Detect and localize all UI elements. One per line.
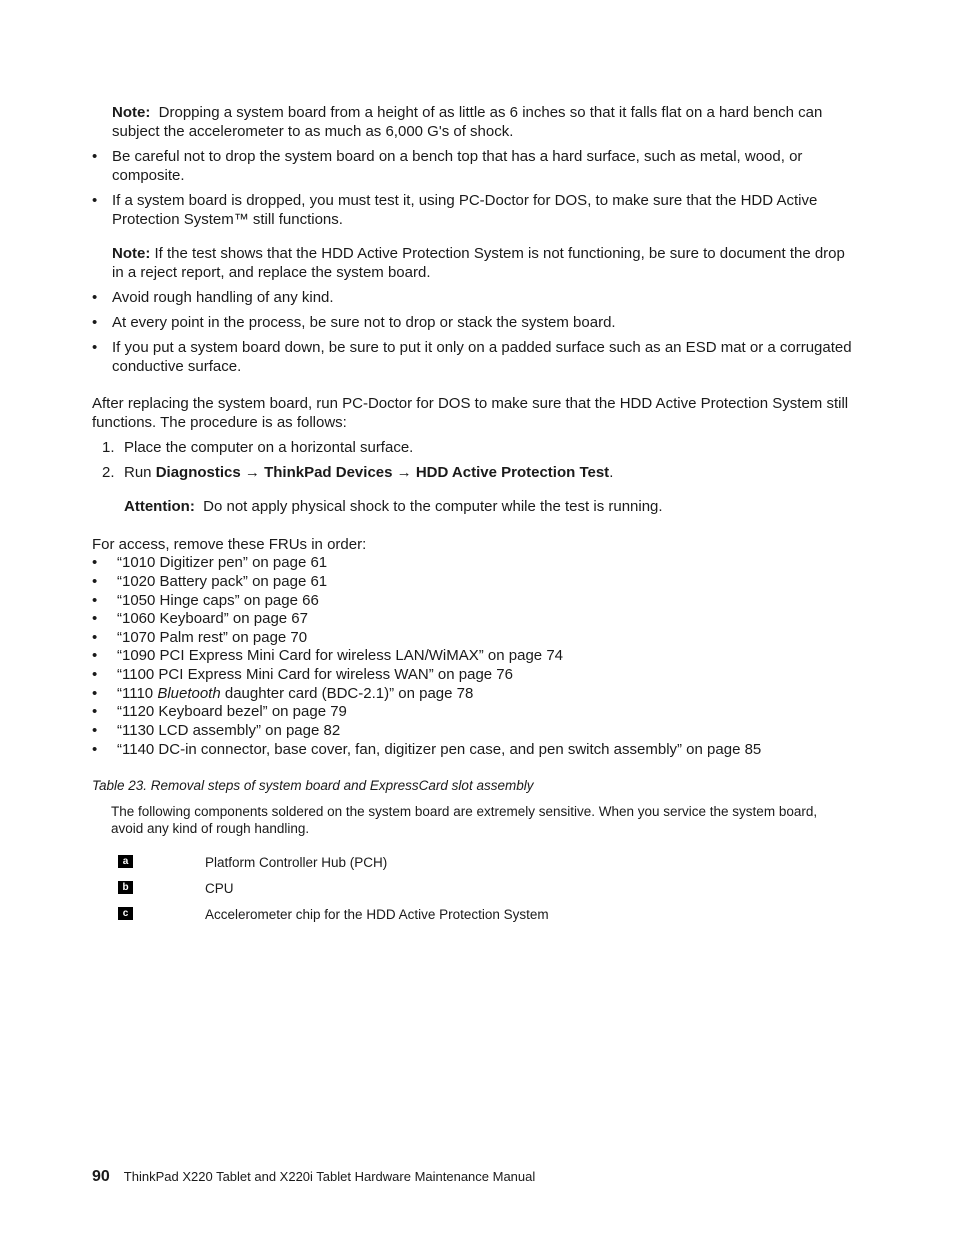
- bullet-dot: •: [92, 289, 98, 306]
- legend-row: [118, 879, 818, 897]
- note-label: Note:: [112, 245, 151, 262]
- bullet-dot: •: [92, 554, 98, 571]
- arrow-icon: →: [396, 464, 412, 481]
- menu-thinkpad-devices: ThinkPad Devices: [264, 464, 393, 481]
- fru-item: [92, 740, 892, 759]
- note-text: Dropping a system board from a height of as little as 6 inches so that it falls flat on a hard bench can subject the accelerometer to as much as 6,000 G's of shock.: [112, 104, 823, 140]
- bullet-dot: •: [92, 703, 98, 720]
- attention-label: Attention:: [124, 498, 195, 515]
- fru-item: [92, 628, 892, 647]
- step-period: .: [609, 464, 614, 481]
- bullet-dot: •: [92, 722, 98, 739]
- fru-link[interactable]: “1020 Battery pack” on page 61: [117, 573, 328, 590]
- bullet-dot: •: [92, 573, 98, 590]
- bullet-dot: •: [92, 629, 98, 646]
- step-number: 2.: [102, 464, 115, 481]
- fru-intro: For access, remove these FRUs in order:: [92, 536, 367, 553]
- fru-item: [92, 553, 892, 572]
- list-item: [92, 338, 857, 376]
- step-number: 1.: [102, 439, 115, 456]
- step-2: [102, 463, 862, 482]
- legend-row: [118, 853, 818, 871]
- list-item: [92, 288, 857, 307]
- table-caption: Table 23. Removal steps of system board and ExpressCard slot assembly: [92, 778, 534, 793]
- fru-link[interactable]: “1130 LCD assembly” on page 82: [117, 722, 341, 739]
- legend-desc: CPU: [205, 881, 234, 896]
- bullet-dot: •: [92, 685, 98, 702]
- list-item: [92, 147, 857, 185]
- bullet-dot: •: [92, 314, 98, 331]
- fru-item: [92, 684, 892, 703]
- fru-text-pre: “1110: [117, 685, 158, 702]
- menu-hdd-test: HDD Active Protection Test: [415, 464, 610, 481]
- bullet-text: Be careful not to drop the system board on a bench top that has a hard surface, such as metal, wood, or composite.: [112, 148, 803, 184]
- manual-title: ThinkPad X220 Tablet and X220i Tablet Hardware Maintenance Manual: [123, 1169, 536, 1184]
- fru-link[interactable]: “1010 Digitizer pen” on page 61: [117, 554, 328, 571]
- page-footer: [92, 1167, 535, 1186]
- arrow-icon: →: [244, 464, 260, 481]
- attention-notice: [124, 497, 854, 516]
- fru-link[interactable]: “1070 Palm rest” on page 70: [117, 629, 308, 646]
- note-text: If the test shows that the HDD Active Protection System is not functioning, be sure to document the drop in a reject report, and replace the system board.: [112, 245, 845, 281]
- attention-text: Do not apply physical shock to the computer while the test is running.: [203, 498, 663, 515]
- step-text: [124, 463, 613, 482]
- fru-item: [92, 572, 892, 591]
- table-intro: The following components soldered on the system board are extremely sensitive. When you service the system board, avoid any kind of rough handling.: [111, 804, 818, 836]
- bullet-text: If a system board is dropped, you must test it, using PC-Doctor for DOS, to make sure that the HDD Active Protection System™ still functions.: [112, 192, 818, 228]
- fru-item: [92, 646, 892, 665]
- fru-item: [92, 609, 892, 628]
- fru-item: [92, 591, 892, 610]
- note-test: [112, 244, 857, 282]
- fru-link[interactable]: “1120 Keyboard bezel” on page 79: [117, 703, 347, 720]
- fru-item: [92, 665, 892, 684]
- fru-item: [92, 702, 892, 721]
- fru-link[interactable]: “1060 Keyboard” on page 67: [117, 610, 308, 627]
- fru-item: [92, 721, 892, 740]
- bullet-dot: •: [92, 610, 98, 627]
- bullet-dot: •: [92, 666, 98, 683]
- bullet-dot: •: [92, 647, 98, 664]
- fru-link[interactable]: “1090 PCI Express Mini Card for wireless LAN/WiMAX” on page 74: [117, 647, 564, 664]
- callout-c: c: [118, 907, 133, 920]
- note-label: Note:: [112, 104, 151, 121]
- bullet-dot: •: [92, 592, 98, 609]
- bullet-text: Avoid rough handling of any kind.: [112, 289, 334, 306]
- bullet-text: If you put a system board down, be sure to put it only on a padded surface such as an ESD mat or a corrugated conductive surface.: [112, 339, 852, 375]
- bullet-dot: •: [92, 192, 98, 209]
- callout-b: b: [118, 881, 133, 894]
- bullet-dot: •: [92, 148, 98, 165]
- callout-a: a: [118, 855, 133, 868]
- bullet-dot: •: [92, 339, 98, 356]
- fru-link[interactable]: “1100 PCI Express Mini Card for wireless WAN” on page 76: [117, 666, 513, 683]
- fru-link[interactable]: “1050 Hinge caps” on page 66: [117, 592, 319, 609]
- procedure-intro: After replacing the system board, run PC-Doctor for DOS to make sure that the HDD Active Protection System still functions. The procedure is as follows:: [92, 395, 849, 431]
- step-text: Place the computer on a horizontal surface.: [124, 439, 414, 456]
- fru-text-italic: Bluetooth: [157, 685, 221, 702]
- note-shock: [112, 103, 857, 141]
- legend-row: [118, 905, 818, 923]
- bullet-dot: •: [92, 741, 98, 758]
- legend-desc: Platform Controller Hub (PCH): [205, 855, 388, 870]
- fru-link[interactable]: [117, 684, 473, 703]
- step-1: [102, 438, 862, 457]
- menu-diagnostics: Diagnostics: [155, 464, 241, 481]
- list-item: [92, 191, 857, 229]
- legend-desc: Accelerometer chip for the HDD Active Protection System: [205, 907, 549, 922]
- step-run: Run: [124, 464, 152, 481]
- page-number: 90: [92, 1168, 110, 1185]
- bullet-text: At every point in the process, be sure not to drop or stack the system board.: [112, 314, 616, 331]
- list-item: [92, 313, 857, 332]
- fru-text-post: daughter card (BDC-2.1)” on page 78: [220, 685, 474, 702]
- fru-link[interactable]: “1140 DC-in connector, base cover, fan, digitizer pen case, and pen switch assembly” on page 85: [117, 741, 762, 758]
